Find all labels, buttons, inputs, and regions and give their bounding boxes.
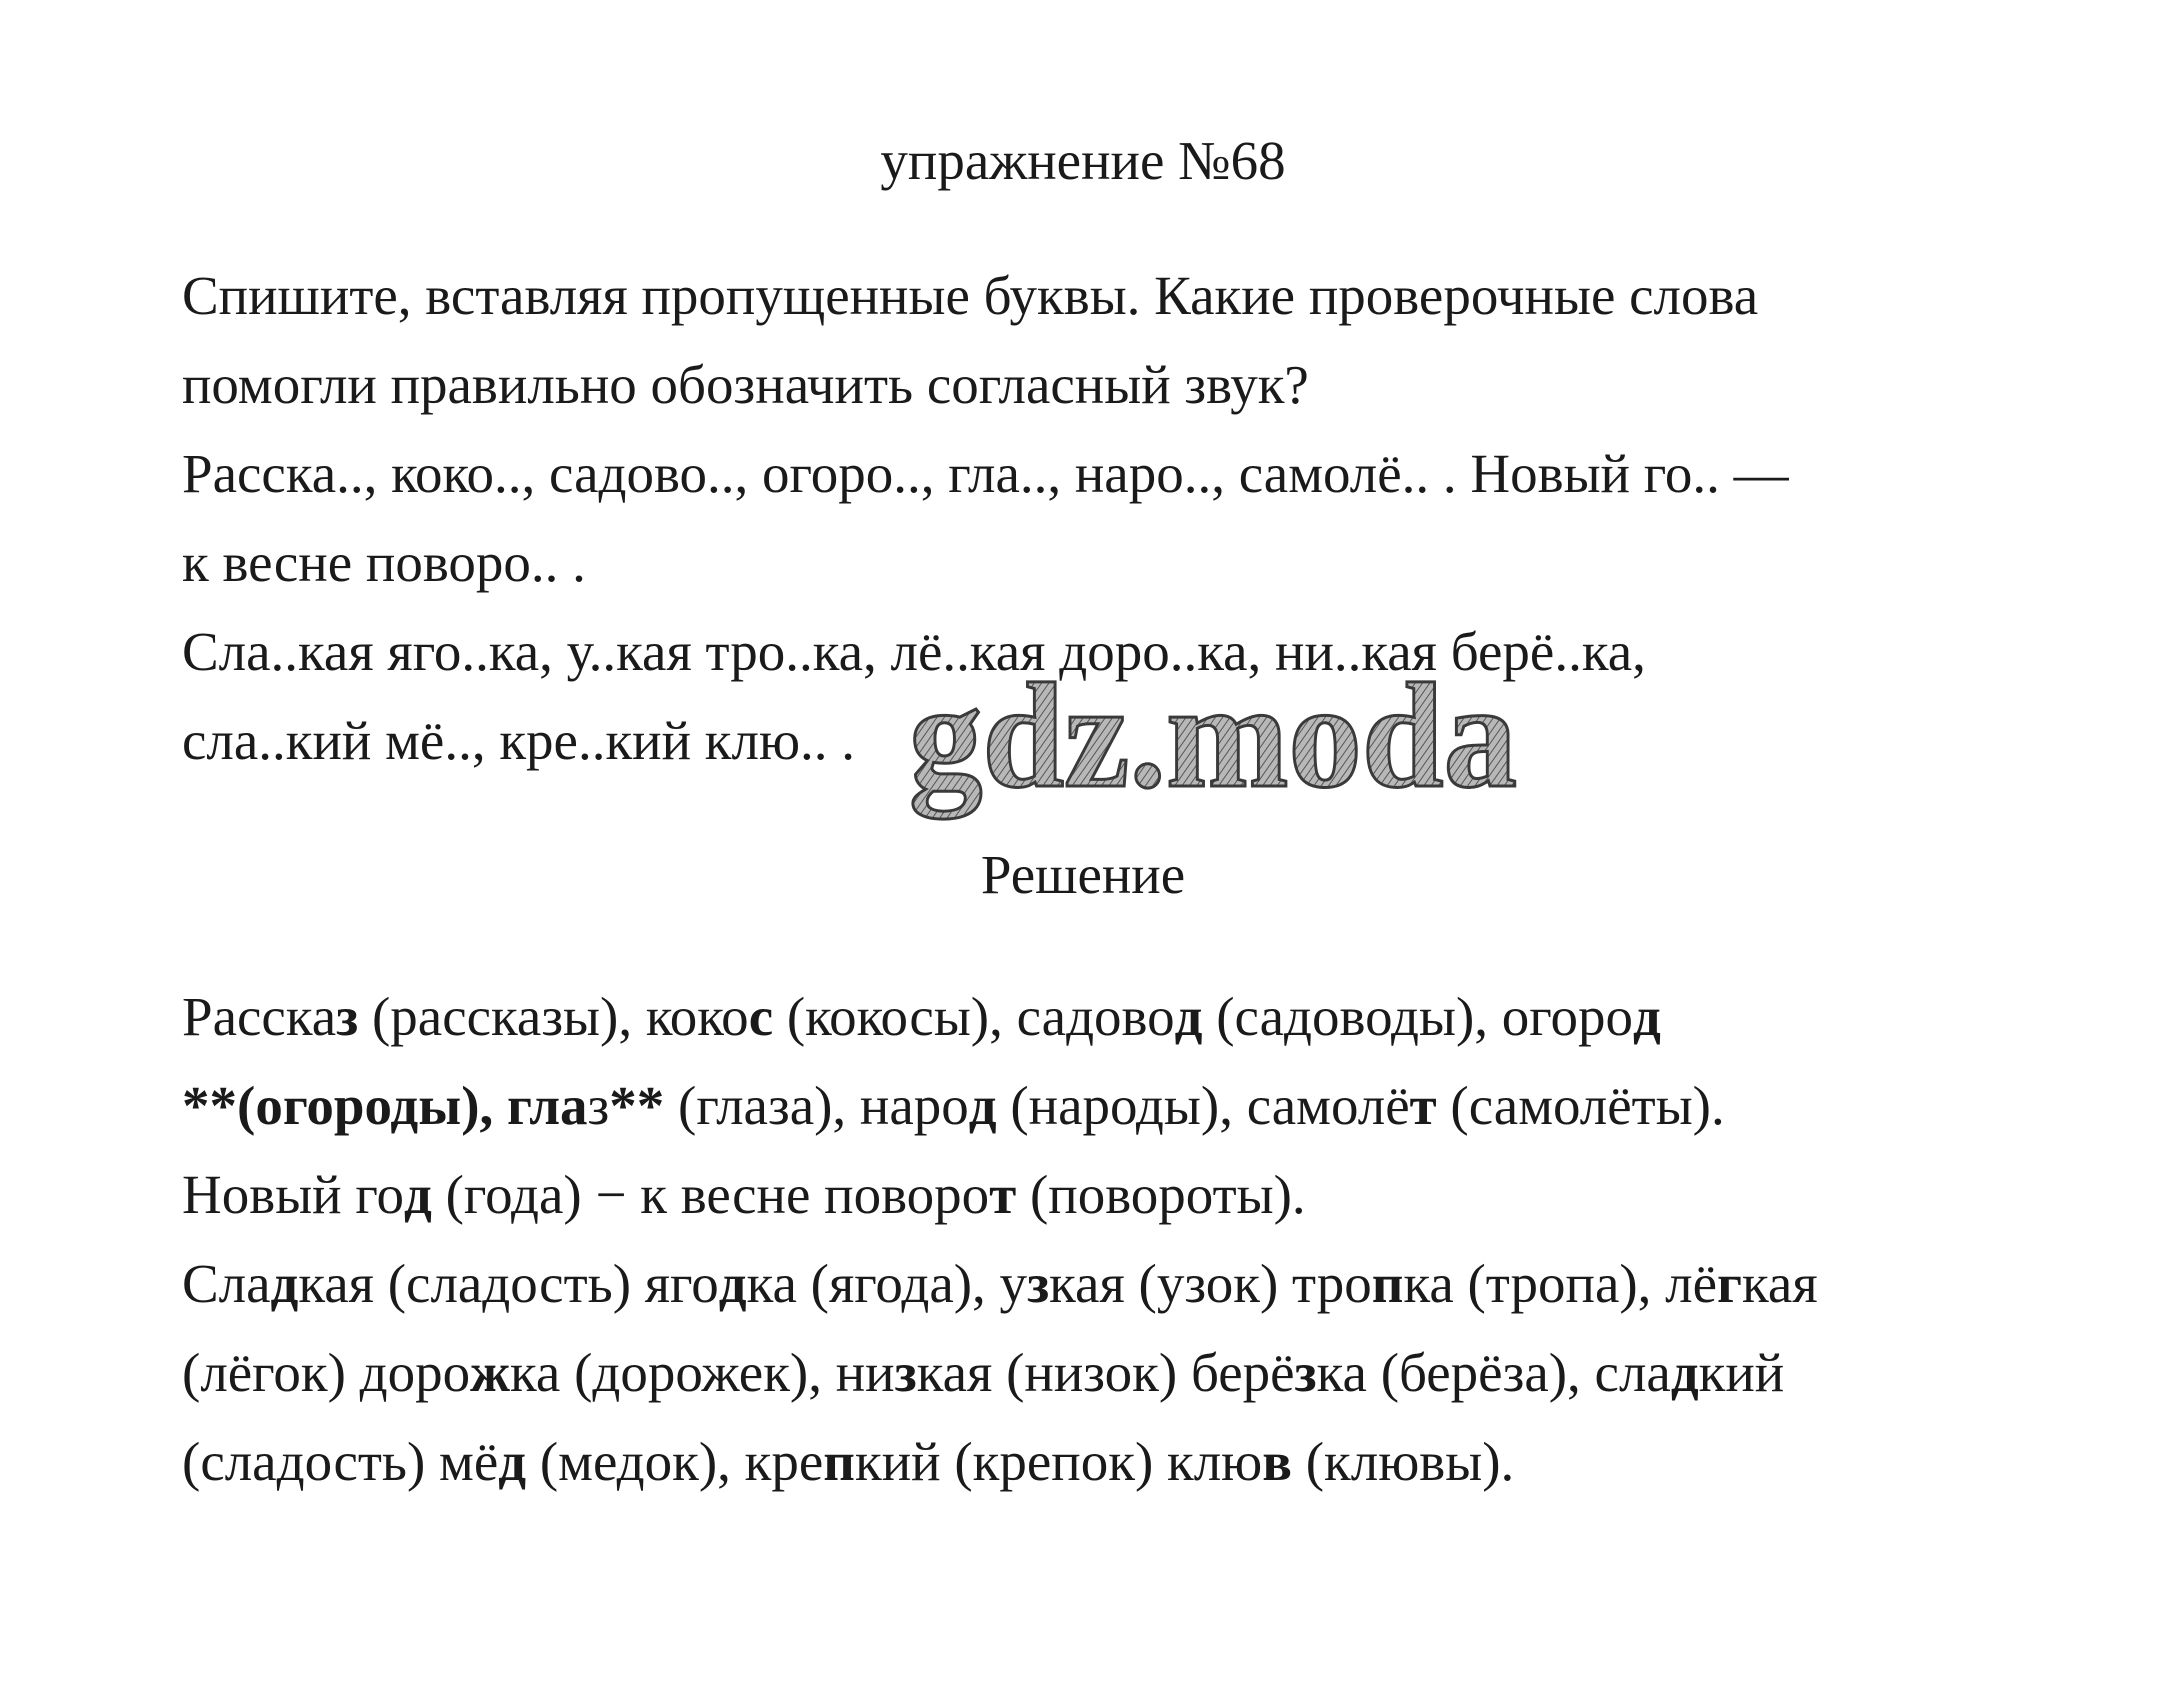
task-words-line: к весне поворо.. . <box>182 532 586 593</box>
task-instruction-line: помогли правильно обозначить согласный звук? <box>182 354 1309 415</box>
answer-text-segment: з <box>587 1075 610 1136</box>
answer-text-segment: Расска <box>182 986 337 1047</box>
answer-text-segment: Новый го <box>182 1164 405 1225</box>
inserted-letter: д <box>270 1253 299 1314</box>
inserted-letter: д <box>1632 986 1661 1047</box>
inserted-letter: т <box>1409 1075 1437 1136</box>
answer-text-segment: кая (сладость) яго <box>298 1253 719 1314</box>
inserted-letter: з <box>894 1342 917 1403</box>
inserted-letter: с <box>748 986 774 1047</box>
exercise-title: упражнение №68 <box>880 130 1286 191</box>
inserted-letter: **(огороды), гла <box>182 1075 588 1136</box>
answer-text-segment: кая (низок) берё <box>916 1342 1295 1403</box>
inserted-letter: д <box>1174 986 1203 1047</box>
answer-line <box>182 1417 2082 1506</box>
task-words-line: Расска.., коко.., садово.., огоро.., гла.., наро.., самолё.. . Новый го.. — <box>182 443 1789 504</box>
answer-text-segment: кая (узок) тро <box>1049 1253 1372 1314</box>
answer-text-segment: кий <box>1698 1342 1785 1403</box>
answer-text-segment: (лёгок) доро <box>182 1342 471 1403</box>
answer-line <box>182 1150 2082 1239</box>
answer-text-segment: (народы), самолё <box>996 1075 1410 1136</box>
answer-line <box>182 1328 2082 1417</box>
answer-text-segment: (глаза), наро <box>664 1075 969 1136</box>
inserted-letter: з <box>336 986 359 1047</box>
answer-text-segment: (садоводы), огоро <box>1202 986 1633 1047</box>
answer-text-segment: (клювы). <box>1291 1431 1515 1492</box>
answer-text-segment: ка (ягода), у <box>746 1253 1028 1314</box>
answer-text-segment: кая <box>1742 1253 1818 1314</box>
answer-text <box>182 972 2082 1506</box>
answer-text-segment: Сла <box>182 1253 271 1314</box>
answer-text-segment: (рассказы), коко <box>358 986 749 1047</box>
answer-text-segment: (самолёты). <box>1436 1075 1725 1136</box>
answer-text-segment: (медок), кре <box>526 1431 824 1492</box>
answer-line <box>182 1061 2082 1150</box>
inserted-letter: д <box>1670 1342 1699 1403</box>
svg-text:gdz.moda: gdz.moda <box>909 668 1517 819</box>
inserted-letter: ж <box>470 1342 511 1403</box>
answer-text-segment: ка (берёза), сла <box>1316 1342 1671 1403</box>
inserted-letter: в <box>1262 1431 1292 1492</box>
answer-text-segment: ка (тропа), лё <box>1403 1253 1718 1314</box>
answer-line <box>182 1239 2082 1328</box>
task-instruction-line: Спишите, вставляя пропущенные буквы. Какие проверочные слова <box>182 265 1759 326</box>
inserted-letter: з <box>1294 1342 1317 1403</box>
answer-text-segment: (повороты). <box>1016 1164 1306 1225</box>
inserted-letter: д <box>718 1253 747 1314</box>
answer-text-segment: кий (крепок) клю <box>855 1431 1263 1492</box>
answer-line <box>182 972 2082 1061</box>
inserted-letter: ** <box>609 1075 665 1136</box>
task-words-line: Сла..кая яго..ка, у..кая тро..ка, лё..кая доро..ка, ни..кая берё..ка, <box>182 621 1646 682</box>
solution-heading: Решение <box>980 844 1186 905</box>
inserted-letter: д <box>404 1164 432 1225</box>
watermark-logo <box>905 668 1525 833</box>
inserted-letter: д <box>968 1075 997 1136</box>
answer-text-segment: (кокосы), садово <box>773 986 1175 1047</box>
inserted-letter: з <box>1027 1253 1050 1314</box>
inserted-letter: п <box>1371 1253 1404 1314</box>
answer-text-segment: (сладость) мё <box>182 1431 499 1492</box>
inserted-letter: п <box>823 1431 855 1492</box>
inserted-letter: т <box>989 1164 1017 1225</box>
inserted-letter: д <box>498 1431 527 1492</box>
answer-text-segment: ка (дорожек), ни <box>510 1342 895 1403</box>
task-words-line: сла..кий мё.., кре..кий клю.. . <box>182 710 856 771</box>
answer-text-segment: (года) − к весне поворо <box>431 1164 990 1225</box>
inserted-letter: г <box>1717 1253 1743 1314</box>
